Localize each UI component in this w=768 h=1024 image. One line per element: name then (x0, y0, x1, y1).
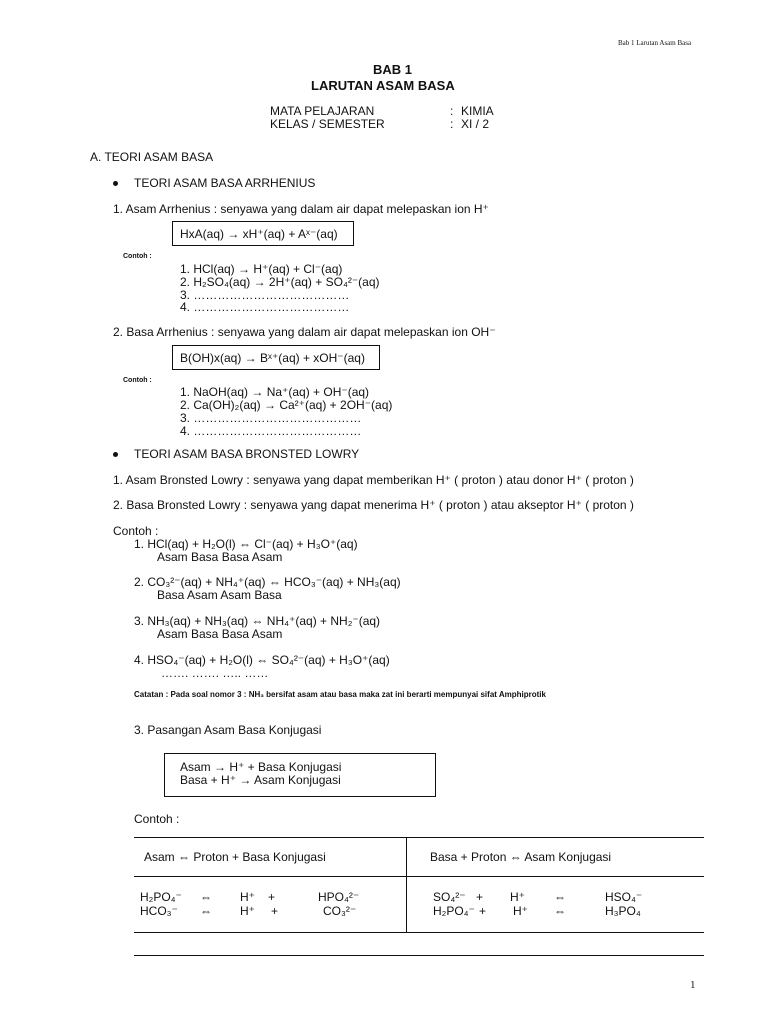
acid-example-2: 2. H₂SO₄(aq) → 2H⁺(aq) + SO₄²⁻(aq) (180, 275, 380, 289)
left-row-2-conjugate-base: CO₃²⁻ (323, 904, 357, 918)
right-row-2-arrow: ⇔ (554, 904, 566, 918)
class-value: XI / 2 (461, 117, 490, 131)
left-row-2-acid: HCO₃⁻ (140, 904, 178, 918)
right-row-1-conjugate-acid: HSO₄⁻ (605, 890, 643, 904)
left-row-2-proton: H⁺ (240, 904, 255, 918)
bronsted-example-4-equation: 4. HSO₄⁻(aq) + H₂O(l) ⇔ SO₄²⁻(aq) + H₃O⁺(aq) (134, 653, 390, 667)
bronsted-example-3-labels: Asam Basa Basa Asam (157, 627, 283, 641)
right-row-1-arrow: ⇔ (554, 890, 566, 904)
table-header-right: Basa + Proton ⇔ Asam Konjugasi (430, 850, 612, 864)
page-number: 1 (690, 979, 696, 991)
left-row-1-arrow: ⇔ (200, 890, 212, 904)
acid-example-3: 3. ………………………………… (180, 288, 350, 302)
bronsted-example-2-labels: Basa Asam Asam Basa (157, 588, 282, 602)
arrhenius-base-definition: 2. Basa Arrhenius : senyawa yang dalam air dapat melepaskan ion OH⁻ (113, 325, 496, 339)
subject-separator: : (450, 104, 454, 118)
class-separator: : (450, 117, 454, 131)
bronsted-heading: TEORI ASAM BASA BRONSTED LOWRY (134, 447, 360, 461)
base-example-1: 1. NaOH(aq) → Na⁺(aq) + OH⁻(aq) (180, 385, 370, 399)
bronsted-example-4-labels: ……. ……. ….. …… (161, 666, 269, 680)
arrhenius-acid-formula: HxA(aq) → xH⁺(aq) + Aˣ⁻(aq) (180, 227, 338, 241)
left-row-1-conjugate-base: HPO₄²⁻ (318, 890, 360, 904)
base-contoh-label: Contoh : (123, 377, 152, 384)
konjugasi-box-line-1: Asam → H⁺ + Basa Konjugasi (180, 760, 342, 774)
right-row-1-proton: H⁺ (510, 890, 525, 904)
table-header-left: Asam ⇔ Proton + Basa Konjugasi (144, 850, 326, 864)
base-example-3: 3. …………………………………… (180, 411, 362, 425)
right-row-2-proton: H⁺ (513, 904, 528, 918)
left-row-2-plus: + (271, 904, 279, 918)
arrhenius-heading: TEORI ASAM BASA ARRHENIUS (134, 176, 316, 190)
table-header-rule (134, 876, 704, 877)
left-row-1-plus: + (268, 890, 276, 904)
base-example-4: 4. …………………………………… (180, 424, 362, 438)
bronsted-example-2-equation: 2. CO₃²⁻(aq) + NH₄⁺(aq) ⇔ HCO₃⁻(aq) + NH₃(aq) (134, 575, 401, 589)
running-header: Bab 1 Larutan Asam Basa (618, 39, 692, 47)
bullet-icon (113, 452, 118, 457)
bullet-icon (113, 181, 118, 186)
left-row-1-acid: H₂PO₄⁻ (140, 890, 182, 904)
right-row-2-plus: + (479, 904, 487, 918)
table-divider (406, 837, 407, 932)
chapter-number: BAB 1 (373, 62, 413, 77)
konjugasi-contoh-label: Contoh : (134, 812, 180, 826)
acid-example-1: 1. HCl(aq) → H⁺(aq) + Cl⁻(aq) (180, 262, 343, 276)
left-row-2-arrow: ⇔ (200, 904, 212, 918)
subject-label: MATA PELAJARAN (270, 104, 375, 118)
bronsted-example-1-equation: 1. HCl(aq) + H₂O(l) ⇔ Cl⁻(aq) + H₃O⁺(aq) (134, 537, 358, 551)
catatan-note: Catatan : Pada soal nomor 3 : NH₃ bersifat asam atau basa maka zat ini berarti mempunyai sifat Amphiprotik (134, 690, 546, 699)
chapter-title: LARUTAN ASAM BASA (311, 78, 455, 93)
arrhenius-base-formula: B(OH)x(aq) → Bˣ⁺(aq) + xOH⁻(aq) (180, 351, 365, 365)
konjugasi-heading: 3. Pasangan Asam Basa Konjugasi (134, 723, 322, 737)
left-row-1-proton: H⁺ (240, 890, 255, 904)
bronsted-example-1-labels: Asam Basa Basa Asam (157, 550, 283, 564)
acid-example-4: 4. ………………………………… (180, 300, 350, 314)
arrhenius-acid-definition: 1. Asam Arrhenius : senyawa yang dalam air dapat melepaskan ion H⁺ (113, 202, 489, 216)
right-row-2-base: H₂PO₄⁻ (433, 904, 475, 918)
konjugasi-box-line-2: Basa + H⁺ → Asam Konjugasi (180, 773, 341, 787)
right-row-1-plus: + (476, 890, 484, 904)
bronsted-example-3-equation: 3. NH₃(aq) + NH₃(aq) ⇔ NH₄⁺(aq) + NH₂⁻(aq) (134, 614, 381, 628)
section-a-heading: A. TEORI ASAM BASA (90, 150, 214, 164)
right-row-2-conjugate-acid: H₃PO₄ (605, 904, 641, 918)
table-body-rule (134, 932, 704, 933)
acid-contoh-label: Contoh : (123, 253, 152, 260)
bronsted-base-definition: 2. Basa Bronsted Lowry : senyawa yang dapat menerima H⁺ ( proton ) atau akseptor H⁺ ( proton ) (113, 498, 634, 512)
right-row-1-base: SO₄²⁻ (433, 890, 466, 904)
subject-value: KIMIA (461, 104, 494, 118)
bronsted-acid-definition: 1. Asam Bronsted Lowry : senyawa yang dapat memberikan H⁺ ( proton ) atau donor H⁺ ( proton ) (113, 473, 634, 487)
class-label: KELAS / SEMESTER (270, 117, 385, 131)
base-example-2: 2. Ca(OH)₂(aq) → Ca²⁺(aq) + 2OH⁻(aq) (180, 398, 393, 412)
table-top-rule (134, 837, 704, 838)
table-bottom-rule (134, 955, 704, 956)
bronsted-contoh-label: Contoh : (113, 524, 159, 538)
